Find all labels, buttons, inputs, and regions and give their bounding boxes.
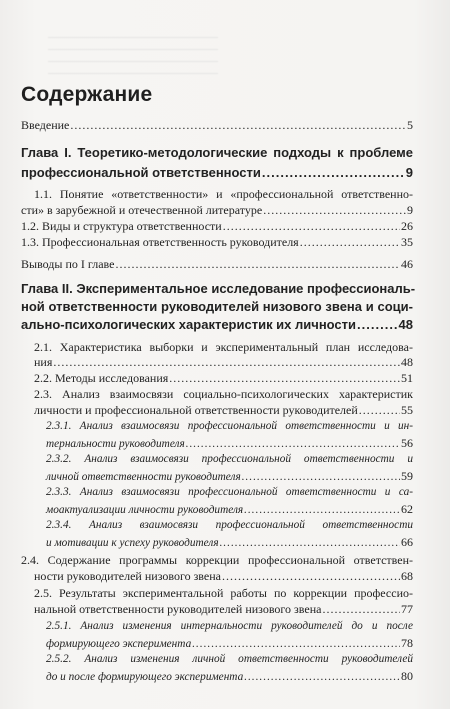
section-1-1-line-1: 1.1. Понятие «ответственности» и «профессиональной ответственно- (34, 187, 413, 201)
toc-entry-label: 2.2. Методы исследования (34, 371, 169, 385)
page-title: Содержание (21, 83, 153, 106)
section-2-5-1-line-1: 2.5.1. Анализ изменения интернальности руководителей до и после (46, 620, 413, 632)
toc-entry-2-2 (34, 371, 413, 386)
toc-entry-label: 1.2. Виды и структура ответственности (21, 219, 222, 233)
toc-entry-2-5 (34, 602, 413, 617)
toc-entry-1-3 (21, 235, 413, 250)
toc-entry-label: формирующего эксперимента (46, 638, 192, 650)
section-2-5-line-1: 2.5. Результаты экспериментальной работы по коррекции профессио- (34, 586, 413, 600)
toc-page-number: 26 (401, 219, 413, 233)
toc-page-number: 55 (401, 403, 413, 417)
toc-entry-chapter-1 (21, 165, 413, 180)
toc-page-number: 48 (401, 355, 413, 369)
toc-entry-label: ности руководителей низового звена (34, 569, 221, 583)
toc-entry-2-1 (34, 355, 413, 370)
toc-entry-label: тернальности руководителя (46, 438, 185, 450)
toc-entry-2-3-2 (46, 469, 413, 484)
chapter-2-title-line-2: ной ответственности руководителей низового звена и соци- (21, 299, 413, 314)
section-2-3-3-line-1: 2.3.3. Анализ взаимосвязи профессиональной ответственности и са- (46, 486, 413, 498)
toc-entry-label: ния (34, 355, 53, 369)
toc-entry-chapter-2 (21, 317, 413, 332)
toc-entry-label: профессиональной ответственности (21, 165, 261, 180)
toc-entry-2-3-3 (46, 502, 413, 517)
toc-entry-intro (21, 118, 413, 133)
toc-entry-1-2 (21, 219, 413, 234)
toc-entry-label: и мотивации к успеху руководителя (46, 537, 219, 549)
toc-entry-label: 1.3. Профессиональная ответственность руководителя (21, 235, 299, 249)
toc-page-number: 66 (401, 535, 413, 549)
toc-page-number: 80 (401, 669, 413, 683)
toc-page-number: 9 (405, 165, 413, 180)
toc-page-number: 77 (401, 602, 413, 616)
toc-entry-label: личной ответственности руководителя (46, 471, 241, 483)
toc-page-number: 68 (401, 569, 413, 583)
section-2-5-2-line-1: 2.5.2. Анализ изменения личной ответственности руководителей (46, 653, 413, 665)
section-2-1-line-1: 2.1. Характеристика выборки и экспериментальный план исследова- (34, 340, 413, 354)
toc-page-number: 62 (401, 502, 413, 516)
toc-page-number: 51 (401, 371, 413, 385)
toc-entry-label: до и после формирующего эксперимента (46, 671, 244, 683)
section-2-3-2-line-1: 2.3.2. Анализ взаимосвязи профессиональной ответственности и (46, 453, 413, 465)
toc-entry-label: нальной ответственности руководителей низового звена (34, 602, 322, 616)
toc-page-number: 56 (401, 436, 413, 450)
section-2-4-line-1: 2.4. Содержание программы коррекции профессиональной ответствен- (21, 553, 413, 567)
toc-page-number: 5 (407, 118, 413, 132)
toc-page-number: 59 (401, 469, 413, 483)
toc-entry-label: ально-психологических характеристик их личности (21, 317, 357, 332)
toc-entry-label: Выводы по I главе (21, 257, 115, 271)
toc-page-number: 78 (401, 636, 413, 650)
toc-entry-label: Введение (21, 118, 70, 132)
toc-entry-2-5-2 (46, 669, 413, 684)
toc-entry-conclusions-1 (21, 257, 413, 272)
toc-entry-label: сти» в зарубежной и отечественной литературе (21, 203, 263, 217)
toc-entry-2-5-1 (46, 636, 413, 651)
section-2-3-4-line-1: 2.3.4. Анализ взаимосвязи профессиональной ответственности (46, 519, 413, 531)
toc-entry-label: моактуализации личности руководителя (46, 504, 244, 516)
chapter-2-title-line-1: Глава II. Экспериментальное исследование профессиональ- (21, 281, 416, 296)
toc-page-number: 35 (401, 235, 413, 249)
toc-page-number: 46 (401, 257, 413, 271)
toc-entry-2-3-4 (46, 535, 413, 550)
section-2-3-1-line-1: 2.3.1. Анализ взаимосвязи профессиональной ответственности и ин- (46, 420, 413, 432)
toc-entry-label: личности и профессиональной ответственности руководителей (34, 403, 358, 417)
toc-entry-1-1 (21, 203, 413, 218)
section-2-3-line-1: 2.3. Анализ взаимосвязи социально-психологических характеристик (34, 387, 413, 401)
toc-page-number: 48 (398, 317, 413, 332)
toc-entry-2-3 (34, 403, 413, 418)
toc-page-number: 9 (407, 203, 413, 217)
toc-entry-2-4 (34, 569, 413, 584)
chapter-1-title-line-1: Глава I. Теоретико-методологические подходы к проблеме (21, 145, 413, 160)
toc-entry-2-3-1 (46, 436, 413, 451)
